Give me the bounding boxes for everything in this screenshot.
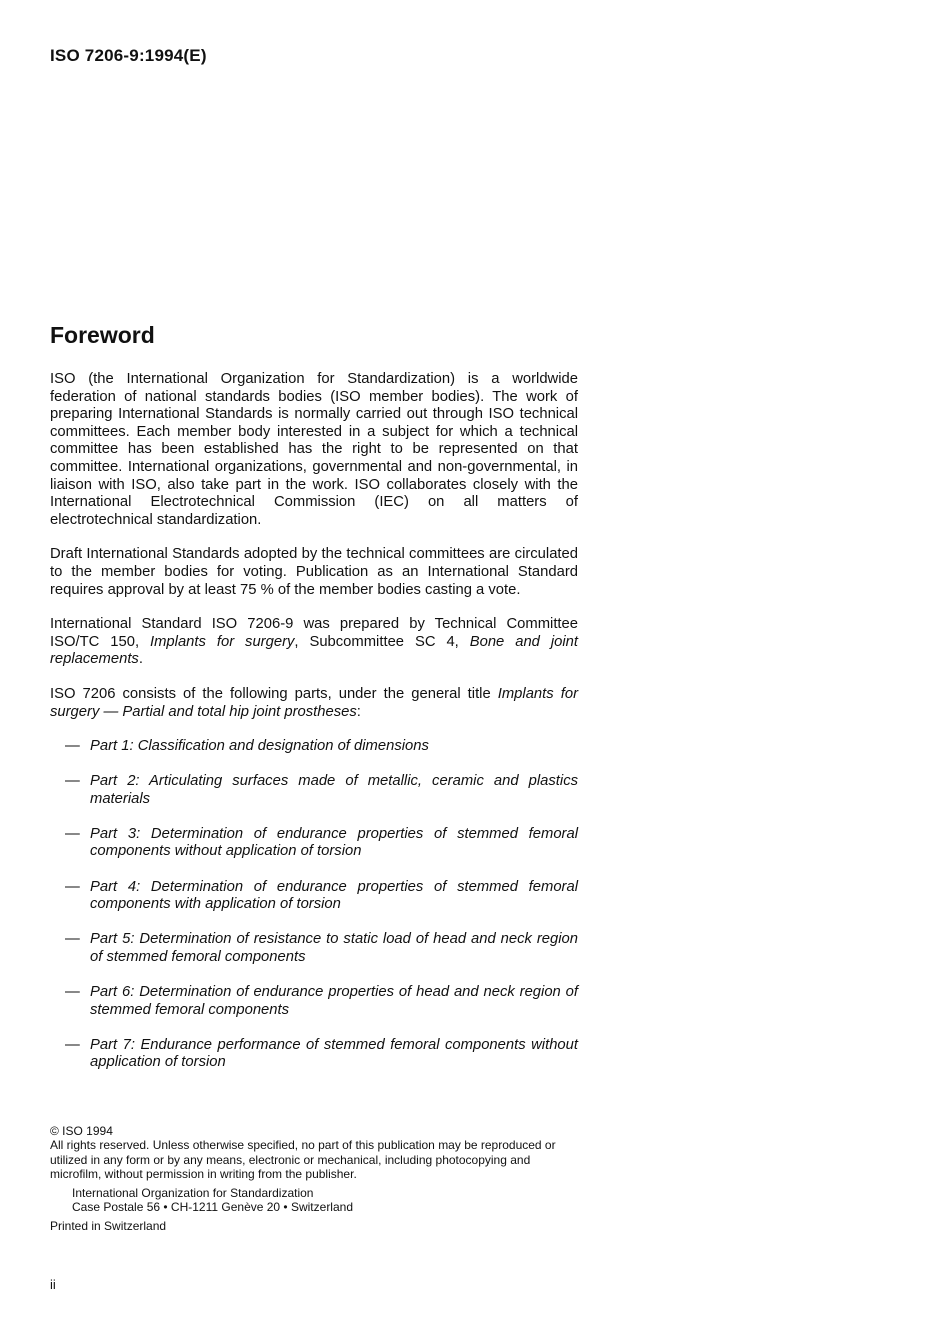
general-title: Implants for surgery — Partial and total hip joint prostheses <box>50 685 578 720</box>
list-item <box>50 879 578 914</box>
publisher-name: International Organization for Standardization <box>72 1186 314 1201</box>
list-dash: — <box>65 738 80 755</box>
foreword-section <box>50 322 578 1089</box>
part-title: Part 4: Determination of endurance properties of stemmed femoral components with application of torsion <box>90 878 578 913</box>
committee-title: Implants for surgery <box>150 633 295 650</box>
list-item <box>50 773 578 808</box>
prepared-text-2: , Subcommittee SC 4, <box>294 633 470 650</box>
publisher-address: Case Postale 56 • CH-1211 Genève 20 • Switzerland <box>72 1200 353 1215</box>
list-item <box>50 984 578 1019</box>
list-dash: — <box>65 983 80 1000</box>
prepared-text-1: International Standard ISO 7206-9 was prepared by Technical Committee ISO/TC 150, <box>50 616 578 650</box>
document-id-header: ISO 7206-9:1994(E) <box>50 46 207 65</box>
subcommittee-title: Bone and joint replacements <box>50 633 578 668</box>
printed-location: Printed in Switzerland <box>50 1218 167 1233</box>
prepared-by-paragraph <box>50 616 578 669</box>
foreword-paragraph-1: ISO (the International Organization for Standardization) is a worldwide federation of national standards bodies (ISO member bodies). The work of preparing International Standards is normally carried out through ISO technical committees. Each member body interested in a subject for which a technical committee has been established has the right to be represented on that committee. International organizations, governmental and non-governmental, in liaison with ISO, also take part in the work. ISO collaborates closely with the International Electrotechnical Commission (IEC) on all matters of electrotechnical standardization. <box>50 371 578 528</box>
list-item <box>50 1037 578 1072</box>
list-dash: — <box>65 825 80 842</box>
consists-text-1: ISO 7206 consists of the following parts, under the general title <box>50 685 498 702</box>
copyright-notice: © ISO 1994 <box>50 1124 113 1138</box>
part-title: Part 6: Determination of endurance properties of head and neck region of stemmed femoral components <box>90 983 578 1018</box>
part-title: Part 7: Endurance performance of stemmed femoral components without application of torsion <box>90 1036 578 1071</box>
list-dash: — <box>65 931 80 948</box>
copyright-block <box>50 1124 578 1233</box>
list-item <box>50 931 578 966</box>
part-title: Part 5: Determination of resistance to static load of head and neck region of stemmed femoral components <box>90 931 578 965</box>
parts-list <box>50 738 578 1072</box>
part-title: Part 3: Determination of endurance properties of stemmed femoral components without application of torsion <box>90 825 578 860</box>
list-dash: — <box>65 1036 80 1053</box>
list-dash: — <box>65 773 80 790</box>
rights-statement: All rights reserved. Unless otherwise specified, no part of this publication may be reproduced or utilized in any form or by any means, electronic or mechanical, including photocopying and microfilm, without permission in writing from the publisher. <box>50 1138 556 1181</box>
part-title: Part 1: Classification and designation of dimensions <box>90 738 429 755</box>
consists-text-2: : <box>356 703 361 720</box>
consists-of-paragraph <box>50 686 578 721</box>
list-dash: — <box>65 878 80 895</box>
part-title: Part 2: Articulating surfaces made of metallic, ceramic and plastics materials <box>90 773 578 807</box>
list-item <box>50 826 578 861</box>
list-item <box>50 738 578 756</box>
prepared-text-3: . <box>138 651 143 668</box>
page-number: ii <box>50 1277 56 1292</box>
foreword-paragraph-2: Draft International Standards adopted by the technical committees are circulated to the member bodies for voting. Publication as an International Standard requires approval by at least 75 % of the member bodies casting a vote. <box>50 546 578 598</box>
page-title: Foreword <box>50 322 155 348</box>
